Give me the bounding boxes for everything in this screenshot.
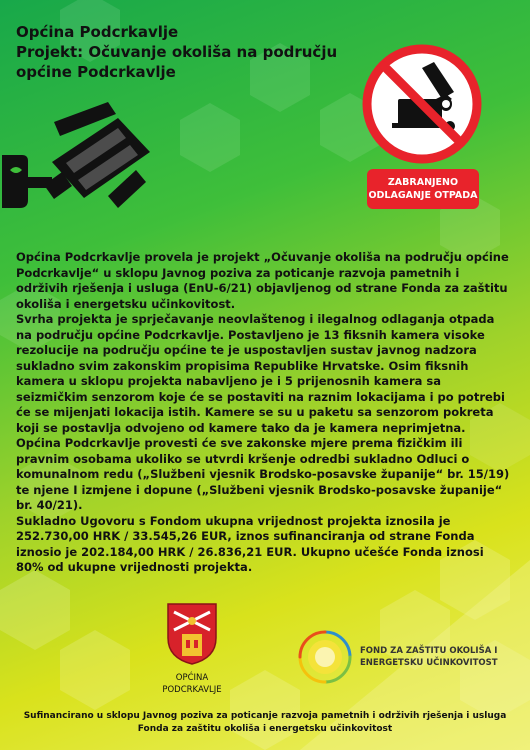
environmental-fund-logo-icon bbox=[296, 628, 354, 686]
municipality-title: Općina Podcrkavlje bbox=[16, 23, 179, 41]
no-dumping-sign-icon bbox=[362, 44, 482, 164]
paragraph-intro: Općina Podcrkavlje provela je projekt „Očuvanje okoliša na području općine Podcrkavlje“ u sklopu Javnog poziva za poticanje razvoja pametnih i održivih rješenja i usluga (EnU-6/21) objavljenog od strane Fonda za zaštitu okoliša i energetsku učinkovitost. bbox=[16, 250, 509, 311]
no-dumping-label bbox=[367, 169, 479, 209]
no-dumping-label-line1: ZABRANJENO bbox=[387, 177, 459, 188]
municipality-logo-label bbox=[140, 672, 244, 696]
no-dumping-label-line2: ODLAGANJE OTPADA bbox=[368, 190, 478, 201]
municipality-logo-line1: OPĆINA bbox=[175, 673, 209, 683]
funding-footer bbox=[10, 710, 520, 736]
paragraph-financing: Sukladno Ugovoru s Fondom ukupna vrijednost projekta iznosila je 252.730,00 HRK / 33.545,26 EUR, iznos sufinanciranja od strane Fonda iznosio je 202.184,00 HRK / 26.836,21 EUR. Ukupno učešće Fonda iznosi 80% od ukupne vrijednosti projekta. bbox=[16, 513, 484, 574]
project-title-line2: općine Podcrkavlje bbox=[16, 63, 176, 81]
paragraph-purpose: Svrha projekta je sprječavanje neovlaštenog i ilegalnog odlaganja otpada na području općine Podcrkavlje. Postavljeno je 13 fiksnih kamera visoke rezolucije na području općine te je uspostavljen sustav javnog nadzora sukladno svim zakonskim propisima Republike Hrvatske. Osim fiksnih kamera u sklopu projekta nabavljeno je i 5 prijenosnih kamera sa seizmičkim senzorom koje će se postaviti na raznim lokacijama i po potrebi će se mijenjati lokacija istih. Kamere se su u paketu sa senzorom pokreta koji se postavlja odvojeno od kamere tako da je kamera neprimjetna. bbox=[16, 312, 505, 435]
footer-line2: Fonda za zaštitu okoliša i energetsku učinkovitost bbox=[137, 724, 393, 734]
fund-label-line1: FOND ZA ZAŠTITU OKOLIŠA I bbox=[360, 646, 498, 656]
paragraph-legal-measures: Općina Podcrkavlje provesti će sve zakonske mjere prema fizičkim ili pravnim osobama ukoliko se utvrdi kršenje odredbi sukladno Odluci o komunalnom redu („Službeni vjesnik Brodsko-posavske županije“ br. 15/19) te njene I izmjene i dopune („Službeni vjesnik Brodsko-posavske županije“ br. 40/21). bbox=[16, 436, 510, 512]
footer-line1: Sufinancirano u sklopu Javnog poziva za poticanje razvoja pametnih i održivih rješenja i usluga bbox=[23, 711, 507, 721]
security-camera-icon bbox=[0, 100, 160, 235]
municipality-coat-of-arms-icon bbox=[164, 600, 220, 666]
project-description bbox=[16, 250, 514, 576]
fund-label-line2: ENERGETSKU UČINKOVITOST bbox=[360, 658, 498, 668]
title-block bbox=[16, 22, 336, 82]
environmental-fund-label bbox=[360, 645, 525, 669]
municipality-logo-line2: PODCRKAVLJE bbox=[162, 685, 222, 695]
project-title-line1: Projekt: Očuvanje okoliša na području bbox=[16, 43, 338, 61]
